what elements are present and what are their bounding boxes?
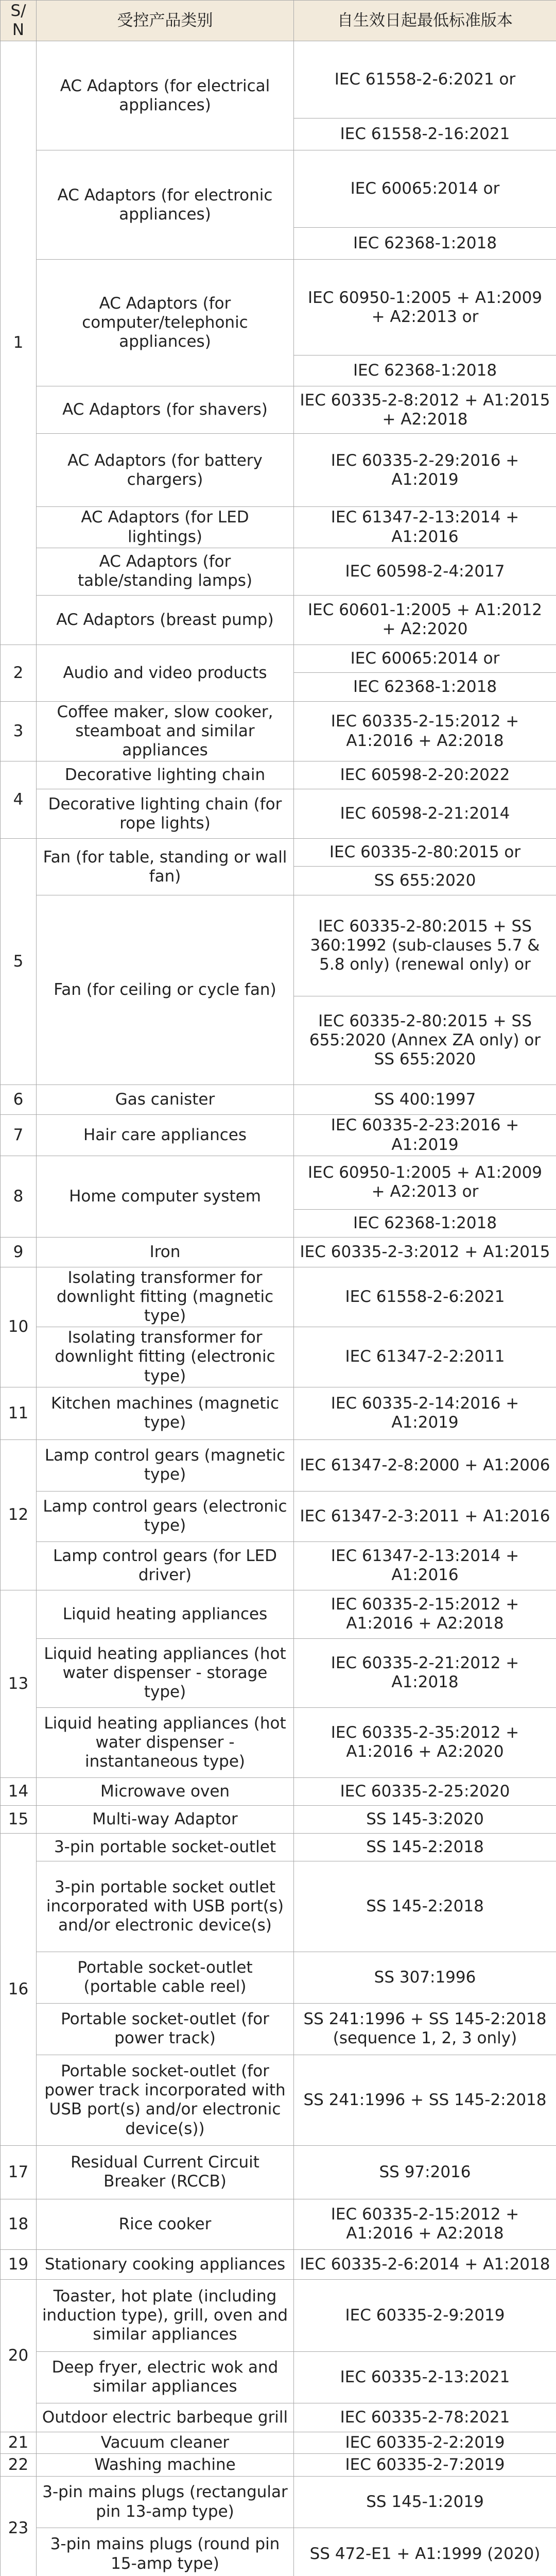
table-row bbox=[1, 1541, 556, 1590]
standard-cell: SS 145-2:2018 bbox=[294, 1861, 556, 1952]
product-category-cell: Toaster, hot plate (including induction type), grill, oven and similar appliances bbox=[37, 2279, 294, 2351]
standard-cell: SS 145-3:2020 bbox=[294, 1805, 556, 1833]
table-row bbox=[1, 2351, 556, 2403]
header-sn: S/N bbox=[1, 1, 37, 41]
standard-cell: IEC 60065:2014 or bbox=[294, 645, 556, 672]
standard-cell: SS 400:1997 bbox=[294, 1085, 556, 1115]
standard-cell: IEC 61558-2-16:2021 bbox=[294, 118, 556, 150]
table-row bbox=[1, 839, 556, 867]
sn-cell: 5 bbox=[1, 839, 37, 1085]
table-row bbox=[1, 1805, 556, 1833]
standard-cell: IEC 60335-2-14:2016 + A1:2019 bbox=[294, 1387, 556, 1439]
standard-cell: IEC 60335-2-7:2019 bbox=[294, 2454, 556, 2477]
table-row bbox=[1, 2403, 556, 2432]
standard-cell: IEC 60335-2-23:2016 + A1:2019 bbox=[294, 1115, 556, 1156]
standard-cell: SS 472-E1 + A1:1999 (2020) bbox=[294, 2528, 556, 2576]
table-row bbox=[1, 41, 556, 118]
standard-cell: SS 241:1996 + SS 145-2:2018 bbox=[294, 2055, 556, 2145]
standard-cell: IEC 61347-2-13:2014 + A1:2016 bbox=[294, 507, 556, 548]
standard-cell: IEC 60335-2-25:2020 bbox=[294, 1777, 556, 1805]
sn-cell: 8 bbox=[1, 1156, 37, 1237]
standard-cell: IEC 61558-2-6:2021 bbox=[294, 1267, 556, 1327]
table-row bbox=[1, 386, 556, 434]
standard-cell: IEC 60065:2014 or bbox=[294, 150, 556, 228]
table-row bbox=[1, 2477, 556, 2528]
standard-cell: IEC 61347-2-13:2014 + A1:2016 bbox=[294, 1541, 556, 1590]
table-row bbox=[1, 2055, 556, 2145]
product-category-cell: Decorative lighting chain (for rope lights) bbox=[37, 789, 294, 839]
standard-cell: IEC 60335-2-80:2015 + SS 655:2020 (Annex ZA only) or SS 655:2020 bbox=[294, 996, 556, 1085]
standard-cell: IEC 61347-2-2:2011 bbox=[294, 1327, 556, 1387]
table-row bbox=[1, 1115, 556, 1156]
product-category-cell: Residual Current Circuit Breaker (RCCB) bbox=[37, 2145, 294, 2199]
product-category-cell: Coffee maker, slow cooker, steamboat and similar appliances bbox=[37, 701, 294, 761]
table-row bbox=[1, 1387, 556, 1439]
table-row bbox=[1, 595, 556, 645]
sn-cell: 22 bbox=[1, 2454, 37, 2477]
table-row bbox=[1, 2003, 556, 2055]
product-category-cell: Vacuum cleaner bbox=[37, 2432, 294, 2453]
table-row bbox=[1, 150, 556, 228]
product-category-cell: Rice cooker bbox=[37, 2199, 294, 2249]
sn-cell: 18 bbox=[1, 2199, 37, 2249]
product-category-cell: Kitchen machines (magnetic type) bbox=[37, 1387, 294, 1439]
sn-cell: 11 bbox=[1, 1387, 37, 1439]
header-standard: 自生效日起最低标准版本 bbox=[294, 1, 556, 41]
standard-cell: SS 307:1996 bbox=[294, 1952, 556, 2003]
table-row bbox=[1, 1707, 556, 1777]
standard-cell: SS 145-2:2018 bbox=[294, 1833, 556, 1861]
table-row bbox=[1, 2432, 556, 2453]
product-category-cell: Liquid heating appliances (hot water dispenser - storage type) bbox=[37, 1638, 294, 1707]
product-category-cell: Microwave oven bbox=[37, 1777, 294, 1805]
table-row bbox=[1, 1267, 556, 1327]
sn-cell: 9 bbox=[1, 1237, 37, 1267]
product-category-cell: Fan (for table, standing or wall fan) bbox=[37, 839, 294, 895]
product-category-cell: Washing machine bbox=[37, 2454, 294, 2477]
table-row bbox=[1, 761, 556, 789]
sn-cell: 20 bbox=[1, 2279, 37, 2432]
standard-cell: IEC 60950-1:2005 + A1:2009 + A2:2013 or bbox=[294, 260, 556, 355]
product-category-cell: Lamp control gears (for LED driver) bbox=[37, 1541, 294, 1590]
product-category-cell: Decorative lighting chain bbox=[37, 761, 294, 789]
table-row bbox=[1, 434, 556, 507]
product-category-cell: Home computer system bbox=[37, 1156, 294, 1237]
table-row bbox=[1, 1777, 556, 1805]
sn-cell: 12 bbox=[1, 1439, 37, 1590]
sn-cell: 4 bbox=[1, 761, 37, 839]
standard-cell: IEC 60335-2-35:2012 + A1:2016 + A2:2020 bbox=[294, 1707, 556, 1777]
sn-cell: 2 bbox=[1, 645, 37, 701]
standard-cell: SS 97:2016 bbox=[294, 2145, 556, 2199]
standard-cell: SS 241:1996 + SS 145-2:2018 (sequence 1, 2, 3 only) bbox=[294, 2003, 556, 2055]
standard-cell: IEC 60335-2-6:2014 + A1:2018 bbox=[294, 2249, 556, 2279]
product-category-cell: Audio and video products bbox=[37, 645, 294, 701]
product-category-cell: Portable socket-outlet (for power track) bbox=[37, 2003, 294, 2055]
table-row bbox=[1, 2199, 556, 2249]
standard-cell: IEC 60950-1:2005 + A1:2009 + A2:2013 or bbox=[294, 1156, 556, 1209]
product-category-cell: Hair care appliances bbox=[37, 1115, 294, 1156]
table-row bbox=[1, 1952, 556, 2003]
table-row bbox=[1, 2279, 556, 2351]
table-row bbox=[1, 1327, 556, 1387]
standard-cell: IEC 60335-2-3:2012 + A1:2015 bbox=[294, 1237, 556, 1267]
table-row bbox=[1, 2528, 556, 2576]
table-row bbox=[1, 1861, 556, 1952]
table-row bbox=[1, 789, 556, 839]
sn-cell: 21 bbox=[1, 2432, 37, 2453]
table-row bbox=[1, 1439, 556, 1491]
table-row bbox=[1, 1156, 556, 1209]
product-category-cell: Multi-way Adaptor bbox=[37, 1805, 294, 1833]
standard-cell: IEC 61558-2-6:2021 or bbox=[294, 41, 556, 118]
standard-cell: IEC 62368-1:2018 bbox=[294, 672, 556, 701]
product-category-cell: Isolating transformer for downlight fitting (electronic type) bbox=[37, 1327, 294, 1387]
product-category-cell: 3-pin portable socket outlet incorporated with USB port(s) and/or electronic device(s) bbox=[37, 1861, 294, 1952]
sn-cell: 10 bbox=[1, 1267, 37, 1387]
standard-cell: SS 145-1:2019 bbox=[294, 2477, 556, 2528]
standard-cell: IEC 60335-2-21:2012 + A1:2018 bbox=[294, 1638, 556, 1707]
sn-cell: 7 bbox=[1, 1115, 37, 1156]
product-category-cell: AC Adaptors (for electrical appliances) bbox=[37, 41, 294, 150]
header-category: 受控产品类别 bbox=[37, 1, 294, 41]
product-category-cell: Lamp control gears (electronic type) bbox=[37, 1491, 294, 1541]
product-category-cell: AC Adaptors (for electronic appliances) bbox=[37, 150, 294, 260]
product-category-cell: Liquid heating appliances (hot water dispenser - instantaneous type) bbox=[37, 1707, 294, 1777]
sn-cell: 19 bbox=[1, 2249, 37, 2279]
product-category-cell: AC Adaptors (for computer/telephonic appliances) bbox=[37, 260, 294, 386]
table-row bbox=[1, 260, 556, 355]
product-category-cell: Portable socket-outlet (for power track incorporated with USB port(s) and/or electronic device(s)) bbox=[37, 2055, 294, 2145]
table-row bbox=[1, 2249, 556, 2279]
product-category-cell: Liquid heating appliances bbox=[37, 1590, 294, 1638]
standard-cell: IEC 60335-2-78:2021 bbox=[294, 2403, 556, 2432]
table-row bbox=[1, 1638, 556, 1707]
standard-cell: IEC 60335-2-80:2015 or bbox=[294, 839, 556, 867]
product-category-cell: AC Adaptors (breast pump) bbox=[37, 595, 294, 645]
standard-cell: IEC 60335-2-15:2012 + A1:2016 + A2:2018 bbox=[294, 701, 556, 761]
standard-cell: IEC 62368-1:2018 bbox=[294, 228, 556, 260]
product-category-cell: Iron bbox=[37, 1237, 294, 1267]
standard-cell: IEC 61347-2-8:2000 + A1:2006 bbox=[294, 1439, 556, 1491]
sn-cell: 16 bbox=[1, 1833, 37, 2145]
product-category-cell: 3-pin mains plugs (rectangular pin 13-amp type) bbox=[37, 2477, 294, 2528]
table-row bbox=[1, 2454, 556, 2477]
table-row bbox=[1, 1833, 556, 1861]
table-row bbox=[1, 548, 556, 595]
table-body bbox=[1, 41, 556, 2576]
product-category-cell: 3-pin portable socket-outlet bbox=[37, 1833, 294, 1861]
standard-cell: IEC 60335-2-13:2021 bbox=[294, 2351, 556, 2403]
table-row bbox=[1, 2145, 556, 2199]
standard-cell: IEC 60598-2-21:2014 bbox=[294, 789, 556, 839]
table-row bbox=[1, 507, 556, 548]
sn-cell: 15 bbox=[1, 1805, 37, 1833]
product-category-cell: Isolating transformer for downlight fitting (magnetic type) bbox=[37, 1267, 294, 1327]
product-category-cell: Deep fryer, electric wok and similar appliances bbox=[37, 2351, 294, 2403]
standard-cell: IEC 62368-1:2018 bbox=[294, 355, 556, 386]
product-category-cell: AC Adaptors (for table/standing lamps) bbox=[37, 548, 294, 595]
table-row bbox=[1, 701, 556, 761]
sn-cell: 1 bbox=[1, 41, 37, 645]
standard-cell: IEC 60335-2-15:2012 + A1:2016 + A2:2018 bbox=[294, 2199, 556, 2249]
product-category-cell: Portable socket-outlet (portable cable reel) bbox=[37, 1952, 294, 2003]
standard-cell: IEC 60335-2-8:2012 + A1:2015 + A2:2018 bbox=[294, 386, 556, 434]
product-category-cell: Outdoor electric barbeque grill bbox=[37, 2403, 294, 2432]
standard-cell: IEC 61347-2-3:2011 + A1:2016 bbox=[294, 1491, 556, 1541]
standard-cell: IEC 60335-2-80:2015 + SS 360:1992 (sub-clauses 5.7 & 5.8 only) (renewal only) or bbox=[294, 895, 556, 996]
table-row bbox=[1, 1237, 556, 1267]
standard-cell: IEC 60601-1:2005 + A1:2012 + A2:2020 bbox=[294, 595, 556, 645]
table-row bbox=[1, 1085, 556, 1115]
product-category-cell: Stationary cooking appliances bbox=[37, 2249, 294, 2279]
sn-cell: 17 bbox=[1, 2145, 37, 2199]
table-row bbox=[1, 1590, 556, 1638]
sn-cell: 23 bbox=[1, 2477, 37, 2576]
standard-cell: IEC 60335-2-15:2012 + A1:2016 + A2:2018 bbox=[294, 1590, 556, 1638]
product-category-cell: AC Adaptors (for LED lightings) bbox=[37, 507, 294, 548]
product-category-cell: Gas canister bbox=[37, 1085, 294, 1115]
standard-cell: IEC 62368-1:2018 bbox=[294, 1209, 556, 1237]
product-category-cell: AC Adaptors (for shavers) bbox=[37, 386, 294, 434]
standard-cell: IEC 60598-2-4:2017 bbox=[294, 548, 556, 595]
header-row bbox=[1, 1, 556, 41]
sn-cell: 13 bbox=[1, 1590, 37, 1777]
sn-cell: 3 bbox=[1, 701, 37, 761]
standard-cell: IEC 60335-2-9:2019 bbox=[294, 2279, 556, 2351]
table-row bbox=[1, 895, 556, 996]
standard-cell: IEC 60335-2-29:2016 + A1:2019 bbox=[294, 434, 556, 507]
standard-cell: SS 655:2020 bbox=[294, 867, 556, 895]
product-category-cell: AC Adaptors (for battery chargers) bbox=[37, 434, 294, 507]
product-category-cell: Lamp control gears (magnetic type) bbox=[37, 1439, 294, 1491]
table-row bbox=[1, 1491, 556, 1541]
product-category-cell: 3-pin mains plugs (round pin 15-amp type) bbox=[37, 2528, 294, 2576]
sn-cell: 14 bbox=[1, 1777, 37, 1805]
standard-cell: IEC 60335-2-2:2019 bbox=[294, 2432, 556, 2453]
sn-cell: 6 bbox=[1, 1085, 37, 1115]
table-row bbox=[1, 645, 556, 672]
product-category-cell: Fan (for ceiling or cycle fan) bbox=[37, 895, 294, 1085]
standard-cell: IEC 60598-2-20:2022 bbox=[294, 761, 556, 789]
